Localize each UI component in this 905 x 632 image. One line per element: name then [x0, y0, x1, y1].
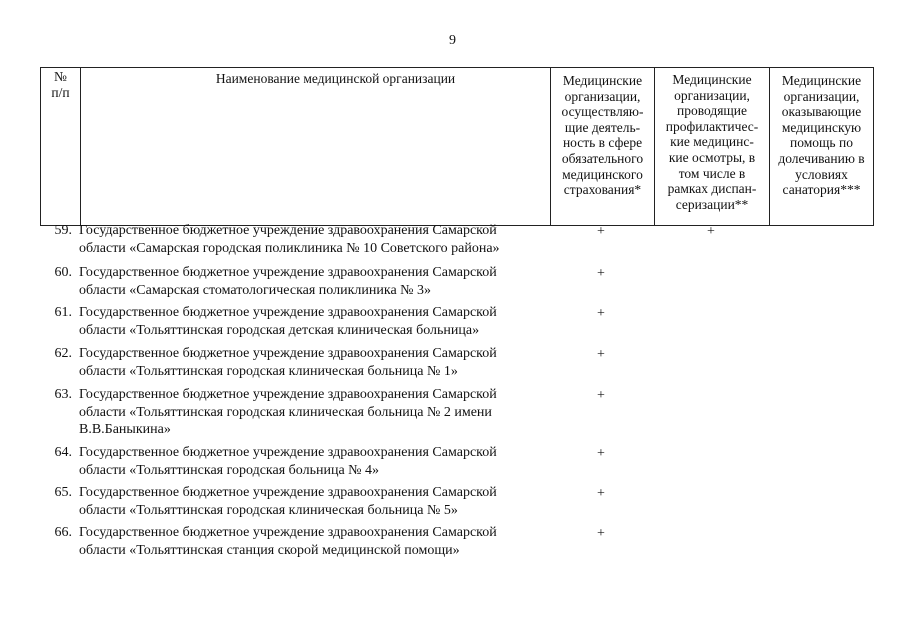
- header-oms-label: обязательного: [561, 150, 644, 166]
- header-number-label: п/п: [51, 84, 70, 100]
- header-prophylactic-label: том числе в: [678, 165, 746, 181]
- page-number: 9: [449, 33, 456, 48]
- organization-name-line: Государственное бюджетное учреждение здравоохранения Самарской: [79, 305, 497, 320]
- organization-name-line: Государственное бюджетное учреждение здравоохранения Самарской: [79, 485, 497, 500]
- row-number: 60.: [54, 265, 72, 280]
- oms-mark: +: [597, 306, 605, 321]
- organization-name: [79, 222, 549, 257]
- oms-mark: +: [597, 446, 605, 461]
- header-number-column: [41, 68, 80, 225]
- header-sanatorium-label: условиях: [795, 166, 848, 182]
- oms-mark: +: [597, 526, 605, 541]
- row-number: 65.: [54, 485, 72, 500]
- organization-name-line: В.В.Баныкина»: [79, 422, 171, 437]
- header-oms-label: страхования*: [563, 182, 642, 198]
- organization-name-line: Государственное бюджетное учреждение здравоохранения Самарской: [79, 346, 497, 361]
- header-prophylactic-label: профилактичес-: [665, 118, 759, 134]
- header-prophylactic-label: серизации**: [675, 196, 749, 212]
- organization-name-line: области «Тольяттинская городская клиническая больница № 1»: [79, 363, 458, 379]
- row-number: 63.: [54, 387, 72, 402]
- organization-name: [79, 304, 549, 339]
- header-sanatorium-column: [769, 68, 873, 225]
- header-sanatorium-label: долечиванию в: [778, 150, 865, 166]
- row-number: 66.: [54, 525, 72, 540]
- organization-name-line: области «Самарская стоматологическая поликлиника № 3»: [79, 282, 432, 298]
- oms-mark: +: [597, 347, 605, 362]
- organization-name-line: Государственное бюджетное учреждение здравоохранения Самарской: [79, 445, 497, 460]
- organization-name: [79, 386, 549, 439]
- row-number: 64.: [54, 445, 72, 460]
- organization-name-line: Государственное бюджетное учреждение здравоохранения Самарской: [79, 223, 497, 238]
- organization-name-line: области «Тольяттинская городская клиническая больница № 5»: [79, 502, 458, 518]
- header-oms-column: [550, 68, 654, 225]
- organization-name: [79, 484, 549, 519]
- header-oms-label: организации,: [564, 88, 641, 104]
- header-oms-label: ность в сфере: [562, 135, 643, 151]
- row-number: 59.: [54, 223, 72, 238]
- header-sanatorium-label: организации,: [783, 88, 860, 104]
- header-prophylactic-label: проводящие: [676, 103, 748, 119]
- organization-name-line: области «Тольяттинская городская детская клиническая больница»: [79, 322, 480, 338]
- organization-name: [79, 524, 549, 559]
- header-prophylactic-label: организации,: [674, 87, 750, 103]
- header-oms-label: медицинского: [562, 166, 643, 182]
- organization-name-line: области «Тольяттинская станция скорой медицинской помощи»: [79, 542, 460, 558]
- prophylactic-mark: +: [707, 224, 715, 239]
- organization-name-line: области «Тольяттинская городская больница № 4»: [79, 462, 380, 478]
- row-number: 62.: [54, 346, 72, 361]
- organization-name-line: Государственное бюджетное учреждение здравоохранения Самарской: [79, 525, 497, 540]
- header-sanatorium-label: санатория***: [782, 182, 861, 198]
- header-oms-label: Медицинские: [562, 73, 643, 88]
- header-sanatorium-label: медицинскую: [781, 119, 862, 135]
- organization-name: [79, 345, 549, 380]
- oms-mark: +: [597, 388, 605, 403]
- header-name-column: Наименование медицинской организации: [80, 68, 590, 225]
- organization-name-line: области «Самарская городская поликлиника № 10 Советского района»: [79, 240, 500, 256]
- header-prophylactic-label: кие осмотры, в: [668, 149, 756, 165]
- oms-mark: +: [597, 486, 605, 501]
- header-sanatorium-label: помощь по: [790, 135, 853, 151]
- header-number-label: №: [54, 69, 67, 84]
- header-oms-label: осуществляю-: [561, 104, 644, 120]
- row-number: 61.: [54, 305, 72, 320]
- header-prophylactic-label: кие медицинс-: [670, 134, 754, 150]
- header-oms-label: щие деятель-: [564, 119, 641, 135]
- oms-mark: +: [597, 224, 605, 239]
- organization-name-line: Государственное бюджетное учреждение здравоохранения Самарской: [79, 387, 497, 402]
- header-prophylactic-label: Медицинские: [672, 72, 752, 87]
- header-sanatorium-label: Медицинские: [781, 73, 862, 88]
- organization-name: [79, 264, 549, 299]
- organization-name: [79, 444, 549, 479]
- organization-name-line: области «Тольяттинская городская клиническая больница № 2 имени: [79, 404, 492, 420]
- organization-name-line: Государственное бюджетное учреждение здравоохранения Самарской: [79, 265, 497, 280]
- header-prophylactic-label: рамках диспан-: [667, 181, 757, 197]
- table-header: [40, 67, 874, 226]
- header-prophylactic-column: [654, 68, 769, 225]
- oms-mark: +: [597, 266, 605, 281]
- header-sanatorium-label: оказывающие: [781, 104, 862, 120]
